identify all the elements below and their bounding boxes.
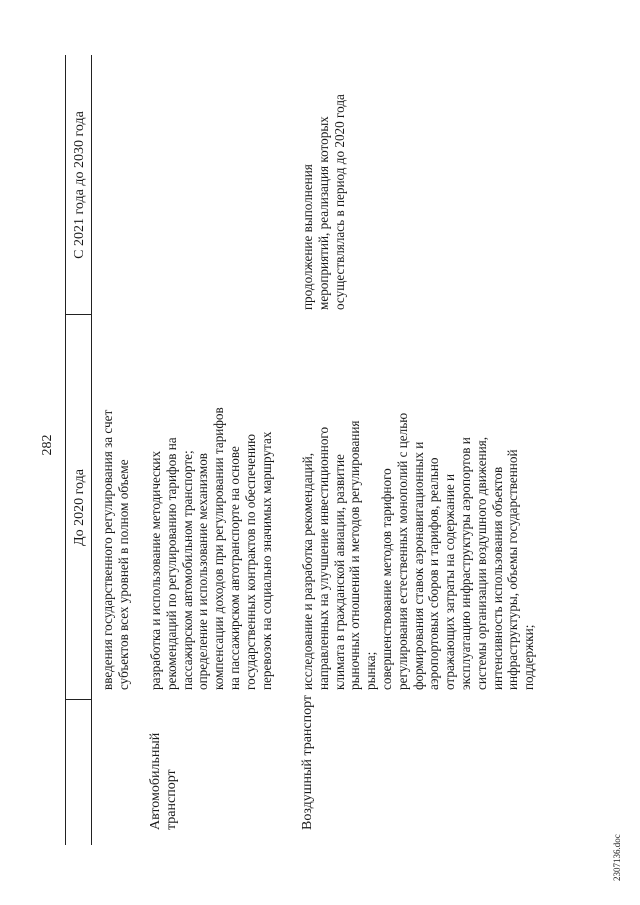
continuation-text: введения государственного регулирования за счет субъектов всех уровней в полном объеме [100,409,131,690]
header-col-2030: С 2021 года до 2030 года [72,111,87,259]
header-col-2020: До 2020 года [72,469,87,546]
air-measures-2030: продолжение выполнения мероприятий, реализация которых осуществлялась в период до 2020 года [300,94,347,310]
air-measures-2020: исследование и разработка рекомендаций, направленных на улучшение инвестиционного климата в гражданской авиации, развитие рыночных отношений и методов регулирования рынка; совершенствование методов тарифного регулирования естественных монополий с целью формирования ставок аэронавигационных и аэропортовых сборов и тарифов, реально отражающих затраты на содержание и эксплуатацию инфраструктуры аэропортов и системы организации воздушного движения, интенсивность использования объектов инфраструктуры, объемы государственной поддержки; [300,412,537,690]
table-top-rule [65,55,66,845]
footer-doc-id: 2307136.doc [612,834,622,881]
automobile-measures-2020: разработка и использование методических рекомендаций по регулированию тарифов на пассажирском автомобильном транспорте; определение и использование механизмов компенсации доходов при регулировании тарифов на пассажирском автотранспорте на основе государственных контрактов по обеспечению перевозок на социально значимых маршрутах [148,407,274,690]
row-label-air: Воздушный транспорт [300,694,315,830]
table-header-rule [91,55,92,845]
row-label-automobile: Автомобильный транспорт [148,732,179,830]
page-number: 282 [40,434,55,456]
